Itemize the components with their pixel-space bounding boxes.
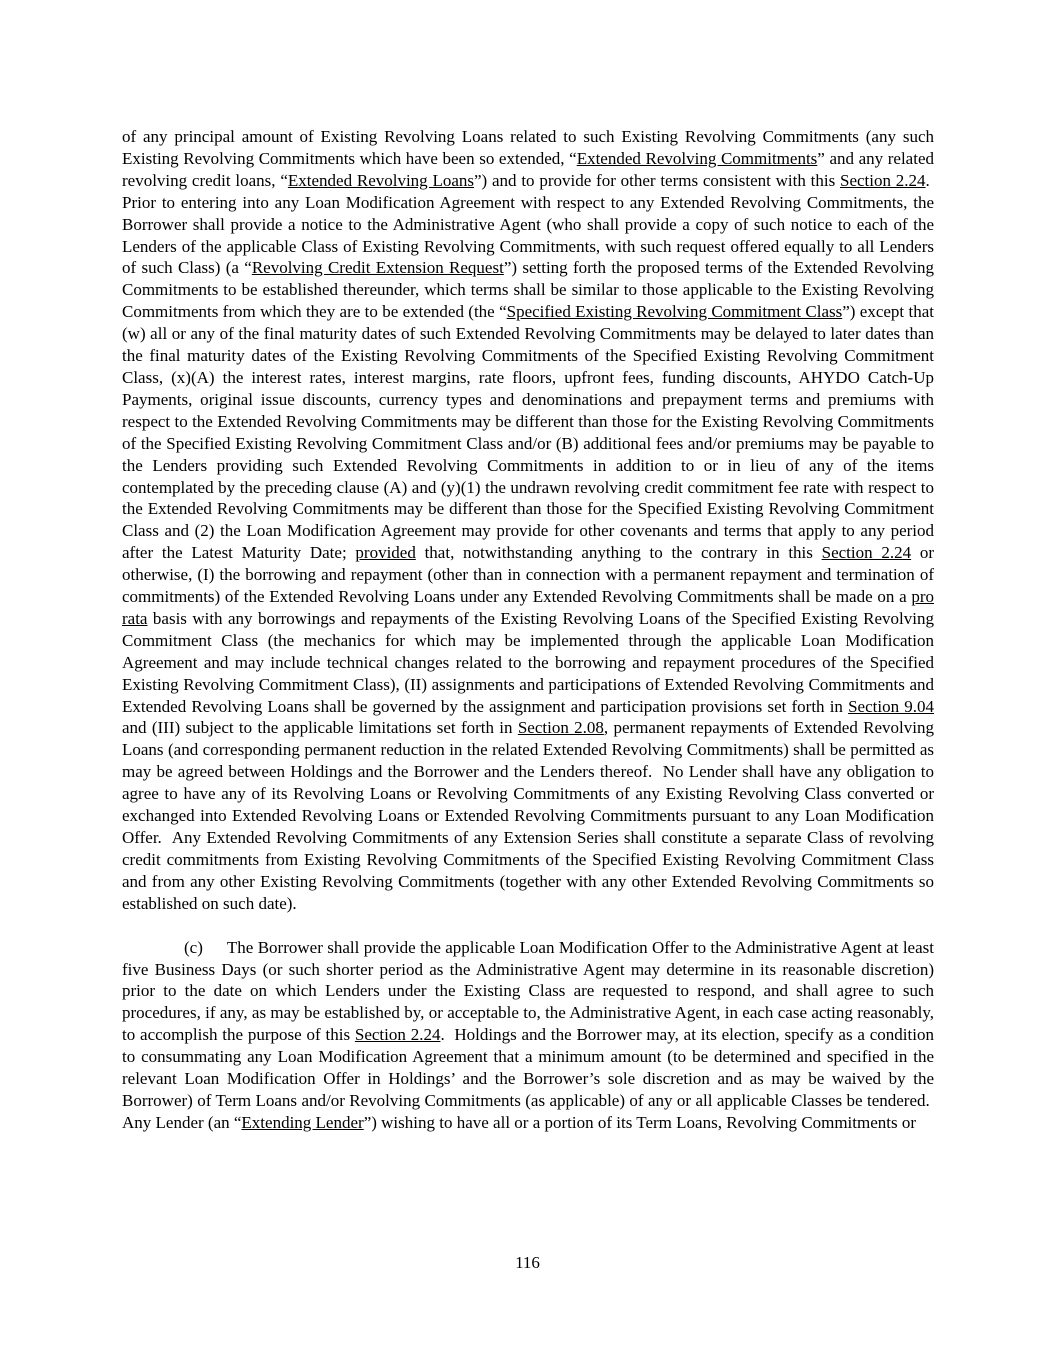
text-run: basis with any borrowings and repayments of the Existing Revolving Loans of the Specified Existing Revolving Commitment Class (the mechanics for which may be implemented through the applicable Loan Modification Agreement and may include technical changes related to the borrowing and repayment procedures of the Specified Existing Revolving Commitment Class), (II) assignments and participations of Extended Revolving Commitments and Extended Revolving Loans shall be governed by the assignment and participation provisions set forth in: [122, 608, 934, 716]
text-run: of any principal amount of Existing Revolving Loans related to such Existing Revolving Commitments (any such Existing Revolving Commitments which have been so extended, “: [122, 127, 934, 168]
paragraph-subsection-c: [122, 937, 934, 1134]
text-run: ”) and to provide for other terms consistent with this: [474, 170, 840, 190]
underlined-text-run: Extended Revolving Loans: [287, 170, 475, 190]
text-run: The Borrower shall provide the applicable Loan Modification Offer to the Administrative Agent at least five Business Days (or such shorter period as the Administrative Agent may determine in its reasonable discretion) prior to the date on which Lenders under the Existing Class are requested to respond, and shall agree to such procedures, if any, as may be established by, or acceptable to, the Administrative Agent, in each case acting reasonably, to accomplish the purpose of this: [122, 937, 934, 1045]
text-run: ”) wishing to have all or a portion of its Term Loans, Revolving Commitments or: [363, 1112, 917, 1132]
underlined-text-run: Specified Existing Revolving Commitment Class: [506, 302, 843, 322]
text-run: ” and any related revolving credit loans, “: [122, 148, 934, 190]
text-run: that, notwithstanding anything to the contrary in this: [415, 543, 822, 563]
text-run: and (III) subject to the applicable limitations set forth in: [122, 718, 518, 738]
text-run: ”) setting forth the proposed terms of the Extended Revolving Commitments to be established thereunder, which terms shall be similar to those applicable to the Existing Revolving Commitments from which they are to be extended (the “: [122, 258, 934, 322]
underlined-text-run: Revolving Credit Extension Request: [251, 258, 504, 278]
paragraph-extended-revolving-continuation: [122, 126, 934, 915]
underlined-text-run: pro: [911, 587, 934, 607]
underlined-text-run: Section 2.24: [354, 1025, 441, 1045]
text-run: ”) except that (w) all or any of the final maturity dates of such Extended Revolving Commitments may be delayed to later dates than the final maturity dates of the Existing Revolving Commitments of the Specified Existing Revolving Commitment Class, (x)(A) the interest rates, interest margins, rate floors, upfront fees, funding discounts, AHYDO Catch-Up Payments, original issue discounts, currency types and denominations and prepayment terms and premiums with respect to the Extended Revolving Commitments may be different than those for the Existing Revolving Commitments of the Specified Existing Revolving Commitment Class and/or (B) additional fees and/or premiums may be payable to the Lenders providing such Extended Revolving Commitments in addition to or in lieu of any of the items contemplated by the preceding clause (A) and (y)(1) the undrawn revolving credit commitment fee rate with respect to the Extended Revolving Commitments may be different than those for the Specified Existing Revolving Commitment Class and (2) the Loan Modification Agreement may provide for other covenants and terms that apply to any period after the Latest Maturity Date;: [122, 302, 934, 563]
text-run: or otherwise, (I) the borrowing and repayment (other than in connection with a permanent repayment and termination of commitments) of the Extended Revolving Loans under any Extended Revolving Commitments shall be made on a: [122, 543, 935, 607]
underlined-text-run: Extended Revolving Commitments: [576, 148, 818, 168]
underlined-text-run: Section 9.04: [848, 696, 934, 716]
underlined-text-run: Section 2.24: [840, 170, 926, 190]
underlined-text-run: Section 2.08: [517, 718, 604, 738]
underlined-text-run: provided: [355, 543, 416, 563]
underlined-text-run: rata: [122, 608, 148, 628]
text-run: (c): [184, 937, 203, 957]
text-run: , permanent repayments of Extended Revolving Loans (and corresponding permanent reduction in the related Extended Revolving Commitments) shall be permitted as may be agreed between Holdings and the Borrower and the Lenders thereof. No Lender shall have any obligation to agree to have any of its Revolving Loans or Revolving Commitments of any Existing Revolving Class converted or exchanged into Extended Revolving Loans or Extended Revolving Commitments pursuant to any Loan Modification Offer. Any Extended Revolving Commitments of any Extension Series shall constitute a separate Class of revolving credit commitments from Existing Revolving Commitments of the Specified Existing Revolving Commitment Class and from any other Existing Revolving Commitments (together with any other Extended Revolving Commitments so established on such date).: [122, 718, 934, 913]
text-run: . Holdings and the Borrower may, at its election, specify as a condition to consummating any Loan Modification Agreement that a minimum amount (to be determined and specified in the relevant Loan Modification Offer in Holdings’ and the Borrower’s sole discretion and as may be waived by the Borrower) of Term Loans and/or Revolving Commitments (as applicable) of any or all applicable Classes be tendered. Any Lender (an “: [122, 1025, 934, 1132]
page-number: 116: [515, 1253, 540, 1272]
underlined-text-run: Section 2.24: [821, 543, 912, 563]
body-text: [122, 126, 934, 1134]
text-run: . Prior to entering into any Loan Modification Agreement with respect to any Extended Revolving Commitments, the Borrower shall provide a notice to the Administrative Agent (who shall provide a copy of such notice to each of the Lenders of the applicable Class of Existing Revolving Commitments, with such request offered equally to all Lenders of such Class) (a “: [122, 170, 935, 278]
underlined-text-run: Extending Lender: [241, 1112, 364, 1132]
